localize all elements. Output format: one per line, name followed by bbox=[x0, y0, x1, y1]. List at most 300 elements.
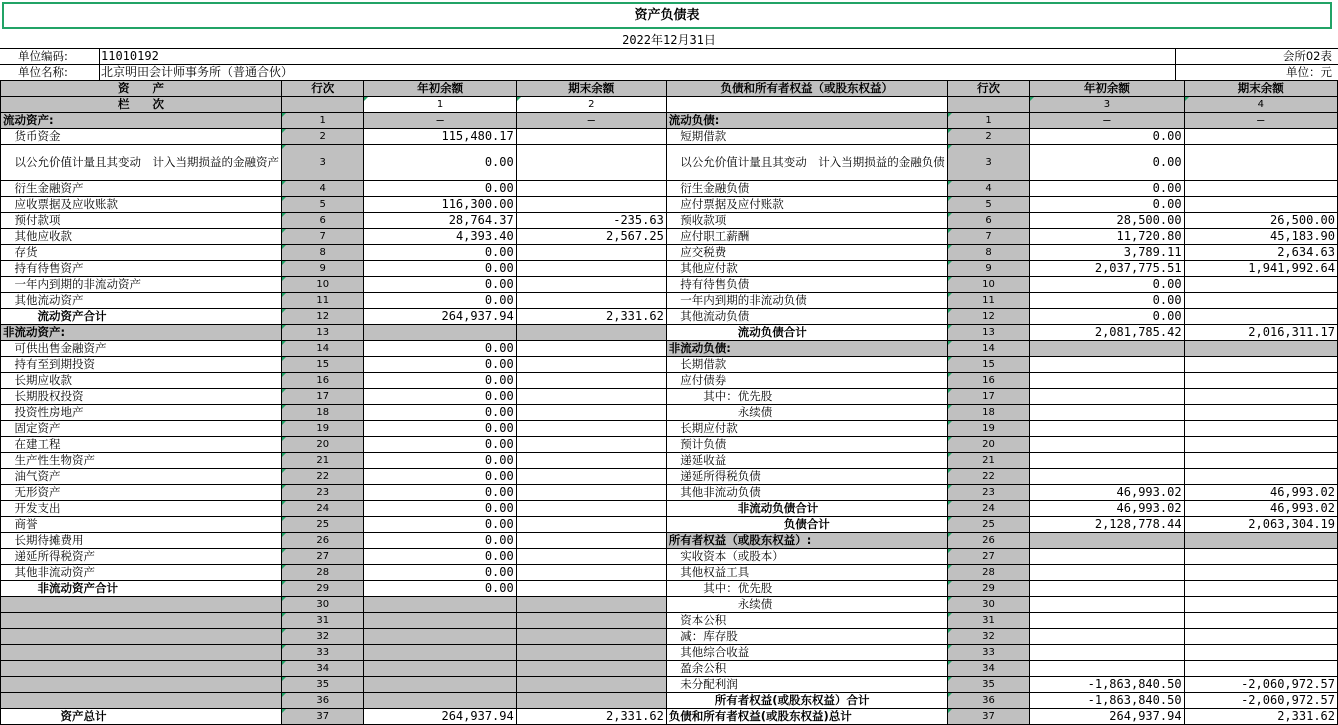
asset-line-cell: 2 bbox=[282, 129, 364, 145]
liability-begin-cell: 0.00 bbox=[1030, 181, 1184, 197]
column-number-blank bbox=[947, 97, 1029, 113]
asset-begin-cell: 0.00 bbox=[364, 549, 516, 565]
asset-begin-cell: 0.00 bbox=[364, 245, 516, 261]
asset-label-cell: 其他流动资产 bbox=[1, 293, 282, 309]
liability-label-cell: 以公允价值计量且其变动 计入当期损益的金融负债 bbox=[666, 145, 947, 181]
asset-line-cell: 15 bbox=[282, 357, 364, 373]
liability-begin-cell bbox=[1030, 357, 1184, 373]
asset-end-cell bbox=[516, 677, 666, 693]
asset-begin-cell bbox=[364, 661, 516, 677]
asset-line-cell: 28 bbox=[282, 565, 364, 581]
liability-end-cell bbox=[1184, 453, 1337, 469]
liability-line-cell: 10 bbox=[947, 277, 1029, 293]
liability-begin-cell bbox=[1030, 581, 1184, 597]
asset-end-cell bbox=[516, 145, 666, 181]
liability-label-cell: 其中：优先股 bbox=[666, 581, 947, 597]
liability-line-cell: 5 bbox=[947, 197, 1029, 213]
asset-begin-cell: 0.00 bbox=[364, 517, 516, 533]
liability-label-cell: 盈余公积 bbox=[666, 661, 947, 677]
asset-end-cell bbox=[516, 613, 666, 629]
liability-line-cell: 24 bbox=[947, 501, 1029, 517]
liability-line-cell: 7 bbox=[947, 229, 1029, 245]
asset-end-cell bbox=[516, 581, 666, 597]
liability-begin-cell bbox=[1030, 661, 1184, 677]
liability-begin-cell bbox=[1030, 597, 1184, 613]
liability-begin-cell bbox=[1030, 565, 1184, 581]
asset-end-cell bbox=[516, 421, 666, 437]
asset-end-cell bbox=[516, 549, 666, 565]
table-row bbox=[1, 341, 1338, 357]
liability-label-cell: 所有者权益（或股东权益）: bbox=[666, 533, 947, 549]
table-row bbox=[1, 181, 1338, 197]
liability-end-cell bbox=[1184, 277, 1337, 293]
liability-line-cell: 14 bbox=[947, 341, 1029, 357]
asset-line-cell: 12 bbox=[282, 309, 364, 325]
asset-begin-cell: 0.00 bbox=[364, 421, 516, 437]
asset-label-cell: 商誉 bbox=[1, 517, 282, 533]
header-asset: 资 产 bbox=[1, 81, 282, 97]
liability-begin-cell bbox=[1030, 405, 1184, 421]
liability-end-cell bbox=[1184, 613, 1337, 629]
liability-begin-cell bbox=[1030, 613, 1184, 629]
liability-begin-cell bbox=[1030, 469, 1184, 485]
asset-begin-cell: 0.00 bbox=[364, 293, 516, 309]
asset-label-cell bbox=[1, 661, 282, 677]
liability-label-cell: 永续债 bbox=[666, 597, 947, 613]
asset-end-cell: 2,331.62 bbox=[516, 309, 666, 325]
asset-line-cell: 9 bbox=[282, 261, 364, 277]
liability-line-cell: 9 bbox=[947, 261, 1029, 277]
liability-begin-cell: 28,500.00 bbox=[1030, 213, 1184, 229]
liability-begin-cell: 0.00 bbox=[1030, 277, 1184, 293]
table-row bbox=[1, 469, 1338, 485]
asset-line-cell: 11 bbox=[282, 293, 364, 309]
liability-line-cell: 29 bbox=[947, 581, 1029, 597]
liability-end-cell bbox=[1184, 405, 1337, 421]
table-row bbox=[1, 517, 1338, 533]
asset-line-cell: 37 bbox=[282, 709, 364, 725]
asset-label-cell bbox=[1, 597, 282, 613]
asset-begin-cell bbox=[364, 645, 516, 661]
asset-label-cell: 其他应收款 bbox=[1, 229, 282, 245]
asset-line-cell: 31 bbox=[282, 613, 364, 629]
liability-label-cell: 递延收益 bbox=[666, 453, 947, 469]
liability-label-cell: 衍生金融负债 bbox=[666, 181, 947, 197]
asset-line-cell: 4 bbox=[282, 181, 364, 197]
liability-end-cell: -2,060,972.57 bbox=[1184, 677, 1337, 693]
liability-label-cell: 长期应付款 bbox=[666, 421, 947, 437]
header-begin-2: 年初余额 bbox=[1030, 81, 1184, 97]
asset-end-cell bbox=[516, 373, 666, 389]
asset-end-cell: -235.63 bbox=[516, 213, 666, 229]
asset-line-cell: 3 bbox=[282, 145, 364, 181]
liability-label-cell: 预计负债 bbox=[666, 437, 947, 453]
asset-end-cell bbox=[516, 261, 666, 277]
liability-line-cell: 31 bbox=[947, 613, 1029, 629]
asset-end-cell bbox=[516, 485, 666, 501]
unit-code-row bbox=[0, 48, 1338, 65]
asset-line-cell: 19 bbox=[282, 421, 364, 437]
asset-begin-cell: 0.00 bbox=[364, 437, 516, 453]
liability-end-cell bbox=[1184, 421, 1337, 437]
liability-line-cell: 18 bbox=[947, 405, 1029, 421]
column-number-3: 3 bbox=[1030, 97, 1184, 113]
liability-label-cell: 流动负债: bbox=[666, 113, 947, 129]
asset-label-cell: 持有至到期投资 bbox=[1, 357, 282, 373]
liability-line-cell: 16 bbox=[947, 373, 1029, 389]
asset-begin-cell: 0.00 bbox=[364, 373, 516, 389]
liability-label-cell: 其他综合收益 bbox=[666, 645, 947, 661]
liability-label-cell: 所有者权益(或股东权益）合计 bbox=[666, 693, 947, 709]
liability-end-cell bbox=[1184, 645, 1337, 661]
column-number-label: 栏 次 bbox=[1, 97, 282, 113]
liability-end-cell: -2,060,972.57 bbox=[1184, 693, 1337, 709]
asset-end-cell bbox=[516, 341, 666, 357]
table-row bbox=[1, 533, 1338, 549]
liability-label-cell: 流动负债合计 bbox=[666, 325, 947, 341]
column-number-4: 4 bbox=[1184, 97, 1337, 113]
asset-end-cell bbox=[516, 293, 666, 309]
asset-label-cell: 递延所得税资产 bbox=[1, 549, 282, 565]
liability-begin-cell: 11,720.80 bbox=[1030, 229, 1184, 245]
asset-line-cell: 26 bbox=[282, 533, 364, 549]
asset-end-cell bbox=[516, 181, 666, 197]
asset-begin-cell: 28,764.37 bbox=[364, 213, 516, 229]
liability-line-cell: 32 bbox=[947, 629, 1029, 645]
table-row bbox=[1, 453, 1338, 469]
table-row bbox=[1, 709, 1338, 725]
asset-begin-cell: 0.00 bbox=[364, 389, 516, 405]
asset-end-cell bbox=[516, 501, 666, 517]
table-row bbox=[1, 373, 1338, 389]
balance-sheet-table bbox=[0, 80, 1338, 725]
asset-end-cell bbox=[516, 693, 666, 709]
asset-begin-cell: 0.00 bbox=[364, 565, 516, 581]
liability-line-cell: 6 bbox=[947, 213, 1029, 229]
liability-end-cell bbox=[1184, 129, 1337, 145]
table-row bbox=[1, 197, 1338, 213]
asset-line-cell: 23 bbox=[282, 485, 364, 501]
asset-line-cell: 29 bbox=[282, 581, 364, 597]
table-row bbox=[1, 405, 1338, 421]
liability-end-cell bbox=[1184, 357, 1337, 373]
liability-label-cell: 短期借款 bbox=[666, 129, 947, 145]
table-row bbox=[1, 229, 1338, 245]
asset-end-cell bbox=[516, 277, 666, 293]
asset-begin-cell: 0.00 bbox=[364, 501, 516, 517]
asset-label-cell: 货币资金 bbox=[1, 129, 282, 145]
liability-end-cell bbox=[1184, 389, 1337, 405]
table-row bbox=[1, 293, 1338, 309]
asset-label-cell: 应收票据及应收账款 bbox=[1, 197, 282, 213]
table-row bbox=[1, 213, 1338, 229]
liability-begin-cell: 0.00 bbox=[1030, 145, 1184, 181]
asset-begin-cell: 4,393.40 bbox=[364, 229, 516, 245]
asset-label-cell: 可供出售金融资产 bbox=[1, 341, 282, 357]
liability-begin-cell: 0.00 bbox=[1030, 197, 1184, 213]
liability-label-cell: 应付职工薪酬 bbox=[666, 229, 947, 245]
liability-begin-cell bbox=[1030, 533, 1184, 549]
asset-line-cell: 30 bbox=[282, 597, 364, 613]
liability-begin-cell: -1,863,840.50 bbox=[1030, 693, 1184, 709]
table-row bbox=[1, 613, 1338, 629]
asset-line-cell: 10 bbox=[282, 277, 364, 293]
asset-begin-cell: 0.00 bbox=[364, 145, 516, 181]
liability-line-cell: 15 bbox=[947, 357, 1029, 373]
asset-end-cell bbox=[516, 629, 666, 645]
asset-begin-cell: 0.00 bbox=[364, 181, 516, 197]
asset-line-cell: 8 bbox=[282, 245, 364, 261]
liability-end-cell: 2,634.63 bbox=[1184, 245, 1337, 261]
liability-end-cell: 2,331.62 bbox=[1184, 709, 1337, 725]
liability-end-cell bbox=[1184, 597, 1337, 613]
liability-line-cell: 28 bbox=[947, 565, 1029, 581]
asset-label-cell: 流动资产合计 bbox=[1, 309, 282, 325]
liability-label-cell: 其中：优先股 bbox=[666, 389, 947, 405]
liability-label-cell: 应付票据及应付账款 bbox=[666, 197, 947, 213]
liability-label-cell: 负债和所有者权益(或股东权益)总计 bbox=[666, 709, 947, 725]
asset-begin-cell: 0.00 bbox=[364, 485, 516, 501]
liability-end-cell bbox=[1184, 629, 1337, 645]
header-line-2: 行次 bbox=[947, 81, 1029, 97]
header-end-2: 期末余额 bbox=[1184, 81, 1337, 97]
liability-begin-cell: 46,993.02 bbox=[1030, 501, 1184, 517]
table-row bbox=[1, 389, 1338, 405]
asset-line-cell: 33 bbox=[282, 645, 364, 661]
asset-label-cell bbox=[1, 693, 282, 709]
liability-label-cell: 资本公积 bbox=[666, 613, 947, 629]
liability-end-cell bbox=[1184, 309, 1337, 325]
liability-line-cell: 27 bbox=[947, 549, 1029, 565]
liability-begin-cell: 2,128,778.44 bbox=[1030, 517, 1184, 533]
liability-line-cell: 36 bbox=[947, 693, 1029, 709]
liability-end-cell bbox=[1184, 469, 1337, 485]
table-row bbox=[1, 581, 1338, 597]
table-row bbox=[1, 549, 1338, 565]
liability-line-cell: 2 bbox=[947, 129, 1029, 145]
liability-line-cell: 22 bbox=[947, 469, 1029, 485]
header-line: 行次 bbox=[282, 81, 364, 97]
asset-line-cell: 17 bbox=[282, 389, 364, 405]
asset-begin-cell: 116,300.00 bbox=[364, 197, 516, 213]
asset-line-cell: 36 bbox=[282, 693, 364, 709]
column-number-1: 1 bbox=[364, 97, 516, 113]
liability-label-cell: 其他权益工具 bbox=[666, 565, 947, 581]
asset-label-cell: 非流动资产: bbox=[1, 325, 282, 341]
liability-label-cell: 其他应付款 bbox=[666, 261, 947, 277]
liability-begin-cell bbox=[1030, 629, 1184, 645]
asset-begin-cell: — bbox=[364, 113, 516, 129]
liability-line-cell: 23 bbox=[947, 485, 1029, 501]
liability-begin-cell: -1,863,840.50 bbox=[1030, 677, 1184, 693]
liability-begin-cell bbox=[1030, 389, 1184, 405]
header-row bbox=[1, 81, 1338, 97]
table-row bbox=[1, 277, 1338, 293]
liability-label-cell: 应付债券 bbox=[666, 373, 947, 389]
liability-line-cell: 35 bbox=[947, 677, 1029, 693]
table-row bbox=[1, 129, 1338, 145]
asset-end-cell: — bbox=[516, 113, 666, 129]
liability-line-cell: 19 bbox=[947, 421, 1029, 437]
asset-line-cell: 25 bbox=[282, 517, 364, 533]
asset-label-cell bbox=[1, 613, 282, 629]
asset-begin-cell: 264,937.94 bbox=[364, 709, 516, 725]
asset-begin-cell: 115,480.17 bbox=[364, 129, 516, 145]
asset-label-cell: 存货 bbox=[1, 245, 282, 261]
unit-name-value: 北京明田会计师事务所（普通合伙） bbox=[101, 65, 294, 79]
asset-begin-cell: 0.00 bbox=[364, 341, 516, 357]
liability-begin-cell bbox=[1030, 549, 1184, 565]
liability-begin-cell: 0.00 bbox=[1030, 129, 1184, 145]
table-row bbox=[1, 437, 1338, 453]
asset-label-cell: 无形资产 bbox=[1, 485, 282, 501]
asset-label-cell: 长期股权投资 bbox=[1, 389, 282, 405]
liability-end-cell bbox=[1184, 293, 1337, 309]
asset-line-cell: 35 bbox=[282, 677, 364, 693]
asset-label-cell: 一年内到期的非流动资产 bbox=[1, 277, 282, 293]
asset-begin-cell: 0.00 bbox=[364, 469, 516, 485]
asset-begin-cell bbox=[364, 325, 516, 341]
asset-begin-cell: 264,937.94 bbox=[364, 309, 516, 325]
liability-begin-cell: 0.00 bbox=[1030, 309, 1184, 325]
asset-label-cell: 预付款项 bbox=[1, 213, 282, 229]
asset-label-cell: 衍生金融资产 bbox=[1, 181, 282, 197]
liability-begin-cell: 264,937.94 bbox=[1030, 709, 1184, 725]
liability-line-cell: 26 bbox=[947, 533, 1029, 549]
liability-line-cell: 1 bbox=[947, 113, 1029, 129]
asset-label-cell: 资产总计 bbox=[1, 709, 282, 725]
asset-label-cell bbox=[1, 645, 282, 661]
liability-end-cell bbox=[1184, 661, 1337, 677]
table-row bbox=[1, 661, 1338, 677]
asset-label-cell: 其他非流动资产 bbox=[1, 565, 282, 581]
asset-label-cell: 在建工程 bbox=[1, 437, 282, 453]
asset-label-cell: 固定资产 bbox=[1, 421, 282, 437]
liability-end-cell bbox=[1184, 549, 1337, 565]
table-row bbox=[1, 485, 1338, 501]
liability-begin-cell bbox=[1030, 453, 1184, 469]
liability-end-cell: — bbox=[1184, 113, 1337, 129]
liability-begin-cell bbox=[1030, 373, 1184, 389]
asset-label-cell: 长期应收款 bbox=[1, 373, 282, 389]
asset-end-cell bbox=[516, 389, 666, 405]
asset-line-cell: 32 bbox=[282, 629, 364, 645]
asset-begin-cell: 0.00 bbox=[364, 261, 516, 277]
asset-label-cell bbox=[1, 629, 282, 645]
liability-label-cell: 非流动负债合计 bbox=[666, 501, 947, 517]
liability-label-cell: 永续债 bbox=[666, 405, 947, 421]
liability-label-cell: 其他非流动负债 bbox=[666, 485, 947, 501]
asset-line-cell: 34 bbox=[282, 661, 364, 677]
table-row bbox=[1, 245, 1338, 261]
liability-label-cell: 长期借款 bbox=[666, 357, 947, 373]
liability-begin-cell: 0.00 bbox=[1030, 293, 1184, 309]
liability-end-cell bbox=[1184, 181, 1337, 197]
liability-begin-cell: 2,081,785.42 bbox=[1030, 325, 1184, 341]
liability-end-cell bbox=[1184, 581, 1337, 597]
liability-line-cell: 30 bbox=[947, 597, 1029, 613]
unit-code-label: 单位编码: bbox=[18, 49, 68, 63]
currency-unit: 单位：元 bbox=[1286, 65, 1332, 79]
asset-line-cell: 5 bbox=[282, 197, 364, 213]
liability-label-cell: 预收款项 bbox=[666, 213, 947, 229]
liability-end-cell: 26,500.00 bbox=[1184, 213, 1337, 229]
asset-line-cell: 16 bbox=[282, 373, 364, 389]
liability-begin-cell bbox=[1030, 437, 1184, 453]
liability-line-cell: 12 bbox=[947, 309, 1029, 325]
table-row bbox=[1, 645, 1338, 661]
liability-line-cell: 17 bbox=[947, 389, 1029, 405]
asset-begin-cell bbox=[364, 629, 516, 645]
liability-begin-cell: 46,993.02 bbox=[1030, 485, 1184, 501]
asset-end-cell bbox=[516, 357, 666, 373]
liability-end-cell bbox=[1184, 373, 1337, 389]
liability-begin-cell bbox=[1030, 421, 1184, 437]
asset-begin-cell bbox=[364, 613, 516, 629]
liability-label-cell: 应交税费 bbox=[666, 245, 947, 261]
asset-line-cell: 22 bbox=[282, 469, 364, 485]
liability-line-cell: 33 bbox=[947, 645, 1029, 661]
asset-end-cell bbox=[516, 129, 666, 145]
asset-line-cell: 21 bbox=[282, 453, 364, 469]
liability-end-cell: 45,183.90 bbox=[1184, 229, 1337, 245]
meta-separator bbox=[1175, 64, 1176, 80]
unit-name-label: 单位名称: bbox=[18, 65, 68, 79]
asset-label-cell: 以公允价值计量且其变动 计入当期损益的金融资产 bbox=[1, 145, 282, 181]
unit-name-row bbox=[0, 64, 1338, 80]
header-end: 期末余额 bbox=[516, 81, 666, 97]
column-number-2: 2 bbox=[516, 97, 666, 113]
asset-end-cell bbox=[516, 565, 666, 581]
liability-begin-cell: 2,037,775.51 bbox=[1030, 261, 1184, 277]
asset-begin-cell: 0.00 bbox=[364, 581, 516, 597]
asset-label-cell bbox=[1, 677, 282, 693]
asset-label-cell: 投资性房地产 bbox=[1, 405, 282, 421]
liability-end-cell bbox=[1184, 565, 1337, 581]
liability-begin-cell: — bbox=[1030, 113, 1184, 129]
table-row bbox=[1, 145, 1338, 181]
asset-line-cell: 7 bbox=[282, 229, 364, 245]
asset-label-cell: 非流动资产合计 bbox=[1, 581, 282, 597]
asset-label-cell: 持有待售资产 bbox=[1, 261, 282, 277]
liability-begin-cell bbox=[1030, 341, 1184, 357]
asset-end-cell bbox=[516, 517, 666, 533]
sheet-title: 资产负债表 bbox=[2, 2, 1332, 29]
liability-line-cell: 3 bbox=[947, 145, 1029, 181]
liability-end-cell bbox=[1184, 437, 1337, 453]
liability-label-cell: 一年内到期的非流动负债 bbox=[666, 293, 947, 309]
asset-end-cell bbox=[516, 405, 666, 421]
asset-line-cell: 27 bbox=[282, 549, 364, 565]
liability-end-cell: 2,063,304.19 bbox=[1184, 517, 1337, 533]
asset-end-cell bbox=[516, 437, 666, 453]
asset-end-cell bbox=[516, 597, 666, 613]
liability-end-cell bbox=[1184, 197, 1337, 213]
liability-begin-cell: 3,789.11 bbox=[1030, 245, 1184, 261]
table-row bbox=[1, 325, 1338, 341]
unit-code-value: 11010192 bbox=[101, 49, 159, 63]
asset-line-cell: 20 bbox=[282, 437, 364, 453]
asset-end-cell bbox=[516, 197, 666, 213]
asset-end-cell bbox=[516, 325, 666, 341]
asset-end-cell: 2,331.62 bbox=[516, 709, 666, 725]
table-row bbox=[1, 693, 1338, 709]
asset-end-cell bbox=[516, 245, 666, 261]
column-number-row bbox=[1, 97, 1338, 113]
liability-label-cell: 未分配利润 bbox=[666, 677, 947, 693]
liability-line-cell: 13 bbox=[947, 325, 1029, 341]
liability-line-cell: 21 bbox=[947, 453, 1029, 469]
